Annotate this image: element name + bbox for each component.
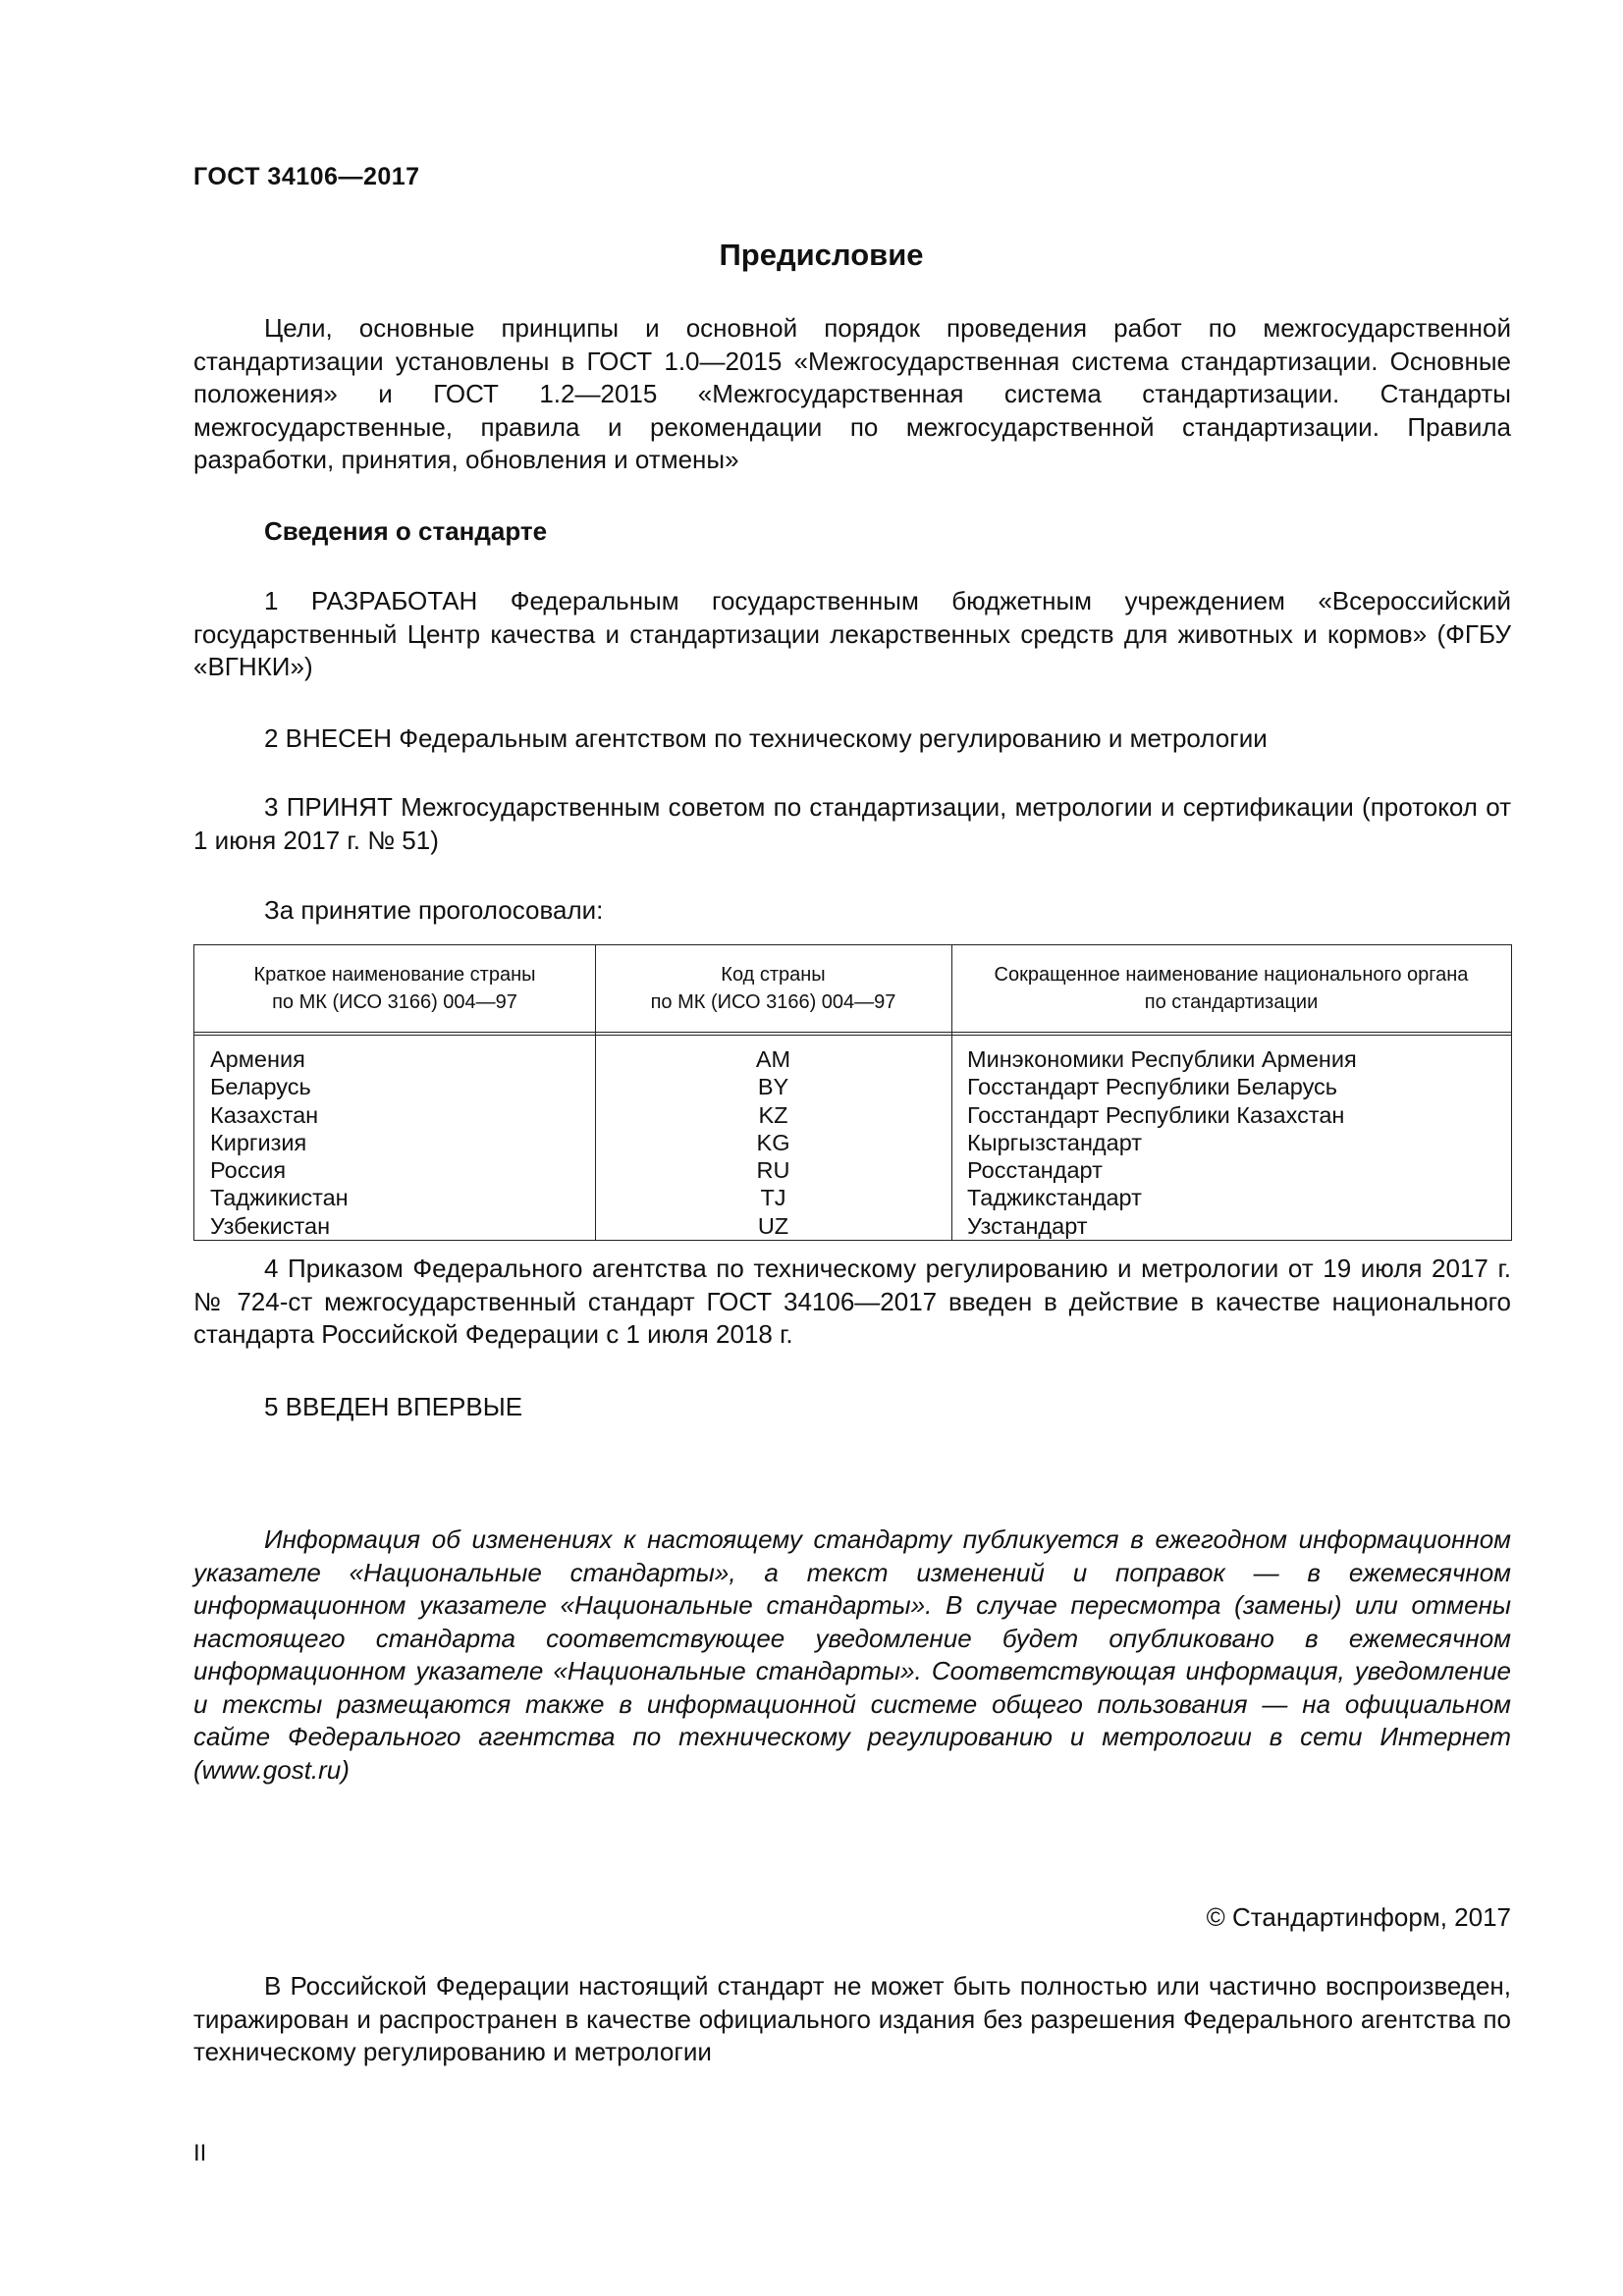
table-cell-body: Кыргызстандарт: [967, 1129, 1143, 1155]
changes-info-paragraph: Информация об изменениях к настоящему стандарту публикуется в ежегодном информационном указателе «Национальные стандарты», а текст изменений и поправок — в ежемесячном информационном указателе «Национальные стандарты». В случае пересмотра (замены) или отмены настоящего стандарта соответствующее уведомление будет опубликовано в ежемесячном информационном указателе «Национальные стандарты». Соответствующая информация, уведомление и тексты размещаются также в информационной системе общего пользования — на официальном сайте Федерального агентства по техническому регулированию и метрологии в сети Интернет (www.gost.ru): [193, 1524, 1511, 1785]
table-cell-code: KZ: [758, 1101, 788, 1128]
page-number: II: [193, 2140, 207, 2166]
table-cell-country: Беларусь: [210, 1074, 311, 1100]
item-2-paragraph: 2 ВНЕСЕН Федеральным агентством по техническому регулированию и метрологии: [264, 723, 1268, 753]
table-cell-country: Таджикистан: [210, 1185, 349, 1211]
item-1-paragraph: 1 РАЗРАБОТАН Федеральным государственным бюджетным учреждением «Всероссийский государственный Центр качества и стандартизации лекарственных средств для животных и кормов» (ФГБУ «ВГНКИ»): [193, 586, 1511, 681]
table-cell-country: Узбекистан: [210, 1212, 331, 1239]
table-cell-code: TJ: [760, 1185, 786, 1211]
table-cell-country: Россия: [210, 1157, 287, 1184]
item-5-paragraph: 5 ВВЕДЕН ВПЕРВЫЕ: [264, 1392, 523, 1421]
reproduction-notice: В Российской Федерации настоящий стандарт не может быть полностью или частично воспроизведен, тиражирован и распространен в качестве официального издания без разрешения Федерального агентства по техническому регулированию и метрологии: [193, 1971, 1511, 2066]
item-3-paragraph: 3 ПРИНЯТ Межгосударственным советом по стандартизации, метрологии и сертификации (протокол от 1 июня 2017 г. № 51): [193, 792, 1511, 855]
voted-label: За принятие проголосовали:: [264, 895, 604, 925]
table-cell-code: BY: [757, 1074, 789, 1100]
document-header: ГОСТ 34106—2017: [193, 163, 420, 190]
table-cell-body: Таджикстандарт: [967, 1185, 1142, 1211]
table-header-body: Сокращенное наименование национального органа по стандартизации: [994, 964, 1469, 1013]
table-cell-code: KG: [756, 1129, 790, 1155]
voting-table: [193, 944, 1512, 1241]
table-cell-body: Госстандарт Республики Казахстан: [967, 1101, 1345, 1128]
body-column: [967, 1045, 1357, 1240]
table-header-country: Краткое наименование страны по МК (ИСО 3166) 004—97: [253, 964, 536, 1013]
country-column: [210, 1045, 349, 1240]
table-cell-country: Казахстан: [210, 1101, 319, 1128]
table-cell-country: Киргизия: [210, 1129, 307, 1155]
table-cell-country: Армения: [210, 1046, 305, 1072]
table-cell-body: Госстандарт Республики Беларусь: [967, 1074, 1338, 1100]
code-column: [595, 1045, 951, 1240]
page-title: Предисловие: [719, 238, 924, 272]
table-cell-body: Минэкономики Республики Армения: [967, 1046, 1357, 1072]
table-cell-code: UZ: [757, 1212, 789, 1239]
table-cell-code: AM: [755, 1046, 791, 1072]
table-header-code: Код страны по МК (ИСО 3166) 004—97: [650, 964, 896, 1013]
table-cell-code: RU: [756, 1157, 790, 1184]
intro-paragraph: Цели, основные принципы и основной порядок проведения работ по межгосударственной стандартизации установлены в ГОСТ 1.0—2015 «Межгосударственная система стандартизации. Основные положения» и ГОСТ 1.2—2015 «Межгосударственная система стандартизации. Стандарты межгосударственные, правила и рекомендации по межгосударственной стандартизации. Правила разработки, принятия, обновления и отмены»: [193, 313, 1511, 474]
info-heading: Сведения о стандарте: [264, 516, 548, 546]
item-4-paragraph: 4 Приказом Федерального агентства по техническому регулированию и метрологии от 19 июля 2017 г. № 724-ст межгосударственный стандарт ГОСТ 34106—2017 введен в действие в качестве национального стандарта Российской Федерации с 1 июля 2018 г.: [193, 1254, 1511, 1349]
table-cell-body: Росстандарт: [967, 1157, 1103, 1184]
table-cell-body: Узстандарт: [967, 1212, 1088, 1239]
copyright-notice: © Стандартинформ, 2017: [1206, 1902, 1511, 1932]
